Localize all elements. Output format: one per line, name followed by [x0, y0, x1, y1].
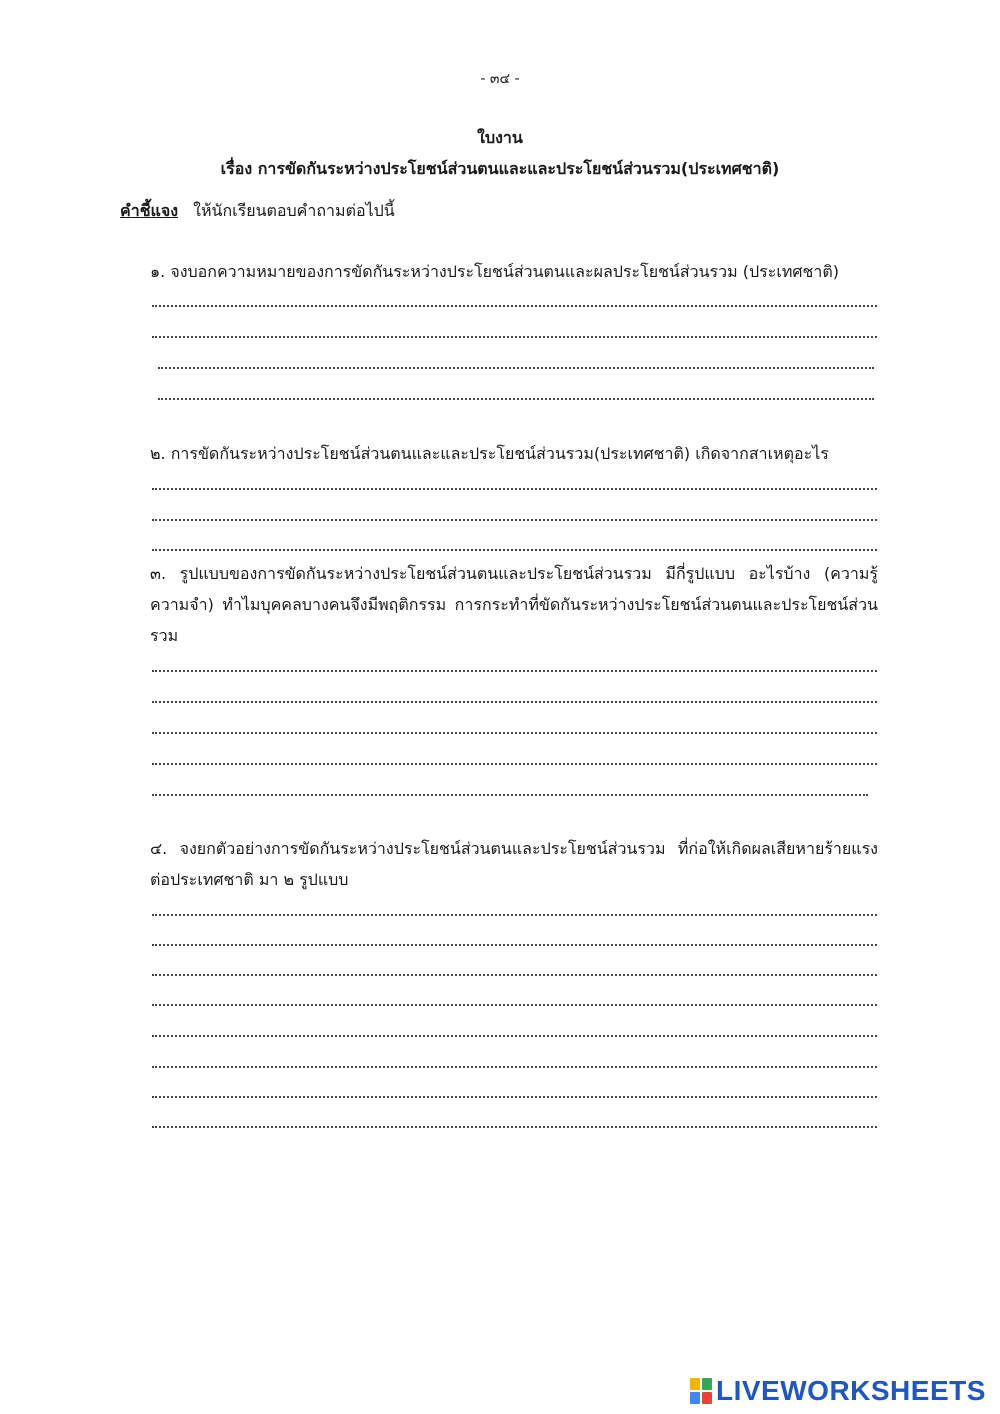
answer-line-q2-3[interactable]	[152, 549, 877, 551]
answer-line-q3-5[interactable]	[152, 794, 868, 796]
worksheet-title: ใบงาน	[477, 128, 523, 147]
answer-line-q1-2[interactable]	[152, 336, 877, 338]
logo-text: LIVEWORKSHEETS	[716, 1375, 986, 1406]
logo-mark-icon	[690, 1378, 712, 1404]
worksheet-subtitle: เรื่อง การขัดกันระหว่างประโยชน์ส่วนตนและและประโยชน์ส่วนรวม(ประเทศชาติ)	[220, 159, 780, 178]
instruction-text: ให้นักเรียนตอบคำถามต่อไปนี้	[193, 201, 395, 220]
answer-line-q3-1[interactable]	[152, 670, 877, 672]
answer-line-q4-8[interactable]	[152, 1126, 877, 1128]
answer-line-q2-1[interactable]	[152, 488, 877, 490]
answer-line-q4-5[interactable]	[152, 1035, 877, 1037]
instruction	[120, 199, 395, 224]
question-1: ๑. จงบอกความหมายของการขัดกันระหว่างประโยชน์ส่วนตนและผลประโยชน์ส่วนรวม (ประเทศชาติ)	[150, 262, 839, 281]
answer-line-q1-4[interactable]	[158, 398, 874, 400]
question-2: ๒. การขัดกันระหว่างประโยชน์ส่วนตนและและประโยชน์ส่วนรวม(ประเทศชาติ) เกิดจากสาเหตุอะไร	[150, 444, 829, 463]
answer-line-q3-2[interactable]	[152, 701, 877, 703]
answer-line-q4-4[interactable]	[152, 1004, 877, 1006]
answer-line-q3-3[interactable]	[152, 732, 877, 734]
answer-line-q4-1[interactable]	[152, 914, 877, 916]
answer-line-q4-7[interactable]	[152, 1096, 877, 1098]
page-number: - ๓๔ -	[480, 71, 520, 87]
answer-line-q4-2[interactable]	[152, 944, 877, 946]
liveworksheets-logo	[690, 1374, 986, 1408]
answer-line-q4-6[interactable]	[152, 1066, 877, 1068]
question-4: ๔. จงยกตัวอย่างการขัดกันระหว่างประโยชน์ส่วนตนและประโยชน์ส่วนรวม ที่ก่อให้เกิดผลเสียหายร้ายแรงต่อประเทศชาติ มา ๒ รูปแบบ	[150, 839, 878, 889]
instruction-label: คำชี้แจง	[120, 201, 179, 220]
answer-line-q1-1[interactable]	[152, 305, 877, 307]
question-3: ๓. รูปแบบของการขัดกันระหว่างประโยชน์ส่วนตนและประโยชน์ส่วนรวม มีกี่รูปแบบ อะไรบ้าง (ความรู้ความจำ) ทำไมบุคคลบางคนจึงมีพฤติกรรม การกระทำที่ขัดกันระหว่างประโยชน์ส่วนตนและประโยชน์ส่วนรวม	[150, 564, 878, 645]
answer-line-q4-3[interactable]	[152, 974, 877, 976]
answer-line-q1-3[interactable]	[158, 367, 874, 369]
answer-line-q2-2[interactable]	[152, 519, 877, 521]
answer-line-q3-4[interactable]	[152, 763, 877, 765]
